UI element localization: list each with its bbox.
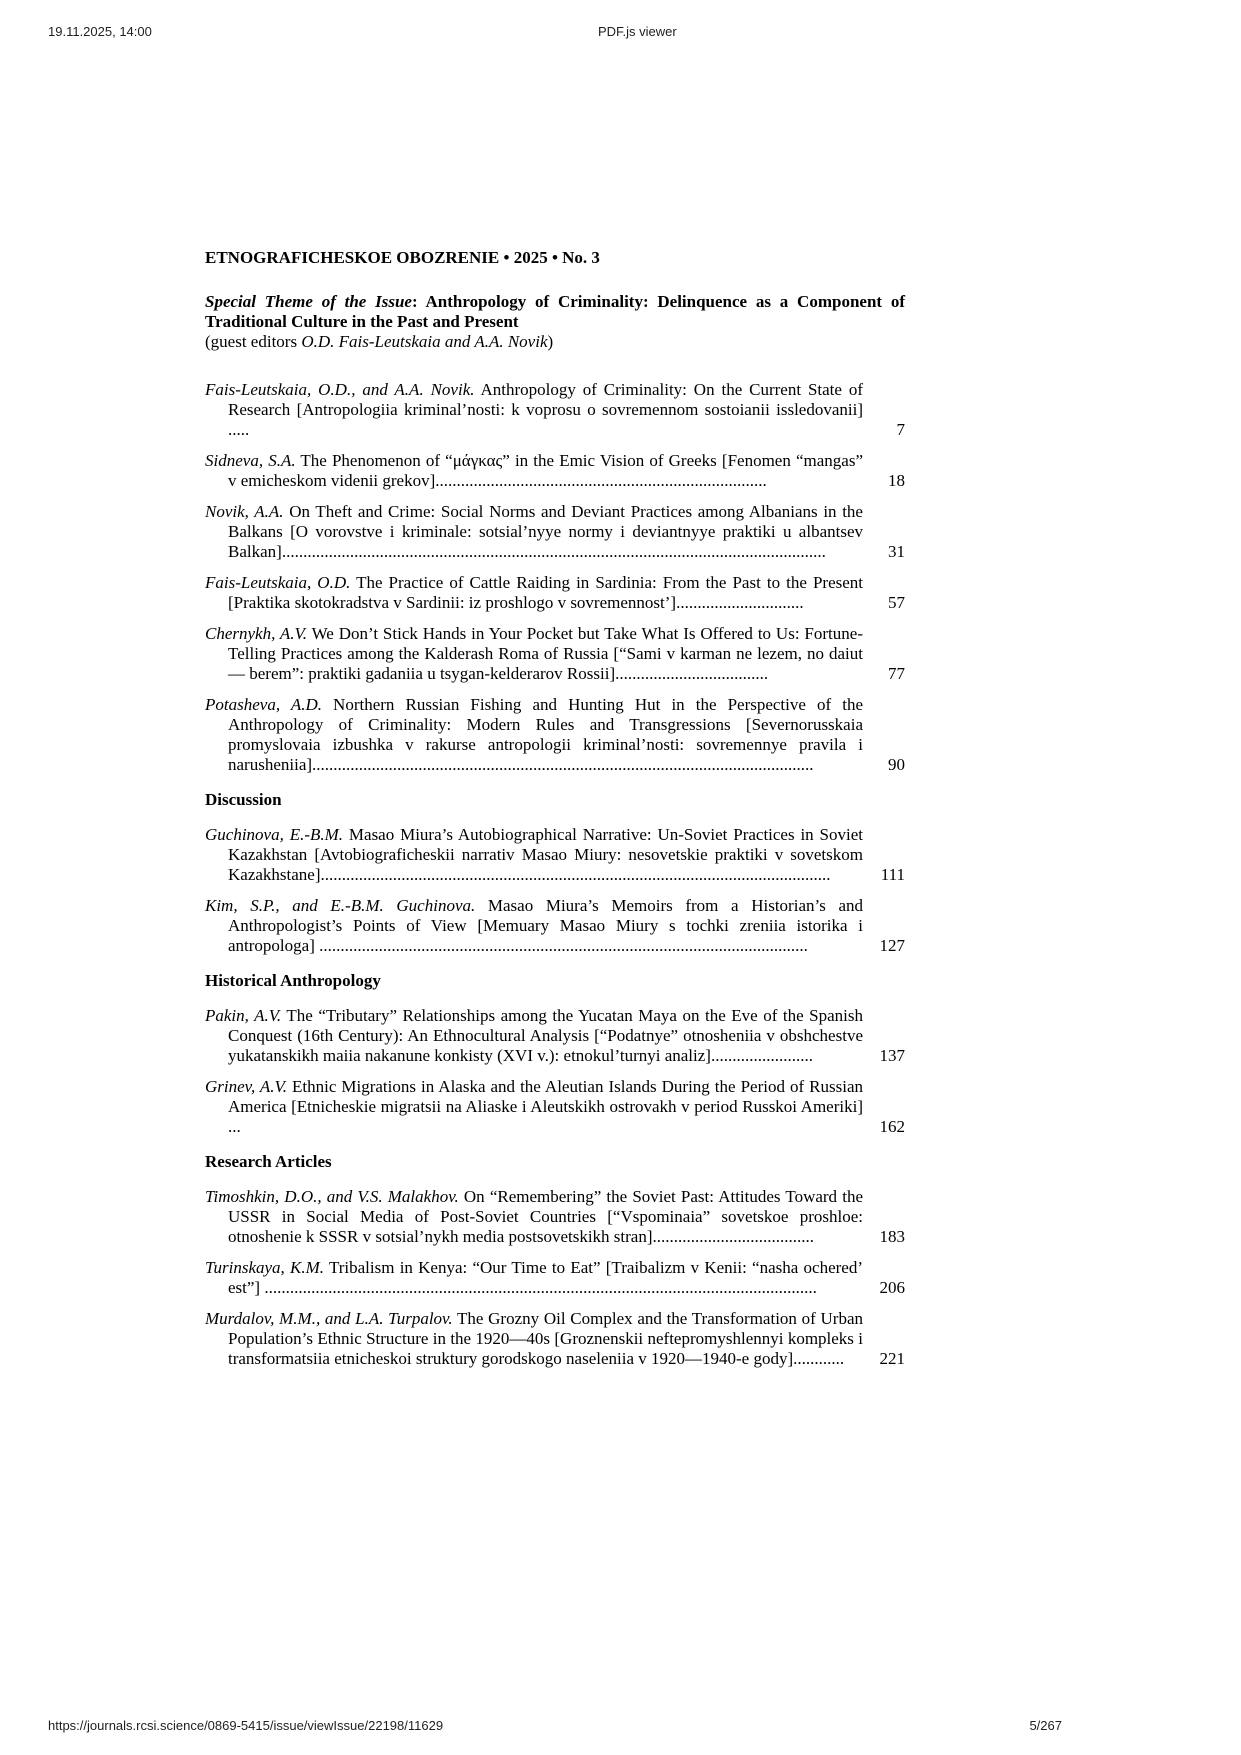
- entry-authors: Fais-Leutskaia, O.D.: [205, 573, 351, 592]
- entry-title: We Don’t Stick Hands in Your Pocket but Take What Is Offered to Us: Fortune-Telling Practices among the Kalderash Roma of Russia [“Sami v karman ne lezem, no daiut — berem”: praktiki gadaniia u tsygan-kelderarov Rossii]: [228, 624, 863, 683]
- entry-authors: Potasheva, A.D.: [205, 695, 322, 714]
- entry-title: Masao Miura’s Memoirs from a Historian’s and Anthropologist’s Points of View [Memuary Masao Miury s tochki zreniia istorika i antropologa]: [228, 896, 863, 955]
- dot-leader: ..............................................................................: [435, 471, 767, 490]
- section-heading: Research Articles: [205, 1152, 332, 1171]
- entry-title: The Phenomenon of “μάγκας” in the Emic Vision of Greeks [Fenomen “mangas” v emicheskom videnii grekov]: [228, 451, 863, 490]
- print-datetime: 19.11.2025, 14:00: [48, 24, 152, 39]
- entry-title: Ethnic Migrations in Alaska and the Aleutian Islands During the Period of Russian America [Etnicheskie migratsii na Aliaske i Aleutskikh ostrovakh v period Russkoi Ameriki]: [228, 1077, 863, 1116]
- entry-page-number: 183: [879, 1227, 905, 1246]
- entry-authors: Pakin, A.V.: [205, 1006, 282, 1025]
- toc-entry: [205, 502, 905, 562]
- dot-leader: .....: [228, 420, 250, 439]
- section-heading: Historical Anthropology: [205, 971, 381, 990]
- print-footer: [0, 1717, 1241, 1733]
- dot-leader: ........................................................................................................................: [320, 865, 831, 884]
- entry-title: On Theft and Crime: Social Norms and Deviant Practices among Albanians in the Balkans [O vorovstve i kriminale: sotsial’nyye normy i deviantnyye praktiki u albantsev Balkan]: [228, 502, 863, 561]
- toc-entry: [205, 1077, 905, 1137]
- guest-editors-prefix: (guest editors: [205, 332, 302, 351]
- entry-page-number: 111: [880, 865, 905, 884]
- footer-page-indicator: 5/267: [1029, 1718, 1062, 1733]
- entry-authors: Murdalov, M.M., and L.A. Turpalov.: [205, 1309, 453, 1328]
- entry-page-number: 7: [896, 420, 905, 439]
- dot-leader: ................................................................................................................................: [281, 542, 826, 561]
- journal-title: ETNOGRAFICHESKOE OBOZRENIE • 2025 • No. 3: [205, 248, 600, 267]
- toc-entry: [205, 825, 905, 885]
- toc-entry: [205, 1258, 905, 1298]
- entry-page-number: 31: [888, 542, 905, 561]
- dot-leader: ..................................................................................................................................: [264, 1278, 817, 1297]
- entry-authors: Kim, S.P., and E.-B.M. Guchinova.: [205, 896, 476, 915]
- dot-leader: ...: [228, 1117, 241, 1136]
- section-heading: Discussion: [205, 790, 282, 809]
- entry-page-number: 221: [879, 1349, 905, 1368]
- entry-title: Masao Miura’s Autobiographical Narrative: Un-Soviet Practices in Soviet Kazakhstan [Avtobiograficheskii narrativ Masao Miury: nesovetskie praktiki v sovetskom Kazakhstane]: [228, 825, 863, 884]
- entry-authors: Novik, A.A.: [205, 502, 284, 521]
- toc-entry: [205, 1187, 905, 1247]
- entry-page-number: 77: [888, 664, 905, 683]
- toc-entry: [205, 624, 905, 684]
- entry-title: Northern Russian Fishing and Hunting Hut in the Perspective of the Anthropology of Criminality: Modern Rules and Transgressions [Severnorusskaia promyslovaia izbushka v rakurse antropologii kriminal’nosti: sovremennye pravila i narusheniia]: [228, 695, 863, 774]
- entry-title: On “Remembering” the Soviet Past: Attitudes Toward the USSR in Social Media of Post-Soviet Countries [“Vspominaia” sovetskoe proshloe: otnoshenie k SSSR v sotsial’nykh media postsovetskikh stran]: [228, 1187, 863, 1246]
- toc-entry: [205, 1309, 905, 1369]
- guest-editors-line: [205, 332, 905, 352]
- guest-editors-suffix: ): [547, 332, 554, 351]
- dot-leader: ...................................................................................................................: [319, 936, 808, 955]
- entry-authors: Grinev, A.V.: [205, 1077, 287, 1096]
- toc-entry: [205, 695, 905, 775]
- toc-entry: [205, 451, 905, 491]
- toc-entry: [205, 896, 905, 956]
- entry-title: The “Tributary” Relationships among the Yucatan Maya on the Eve of the Spanish Conquest (16th Century): An Ethnocultural Analysis [“Podatnye” otnosheniia v obshchestve yukatanskikh maiia nakanune konkisty (XVI v.): etnokul’turnyi analiz]: [228, 1006, 863, 1065]
- entry-page-number: 18: [888, 471, 905, 490]
- entry-page-number: 90: [888, 755, 905, 774]
- guest-editors-names: O.D. Fais-Leutskaia and A.A. Novik: [301, 332, 548, 351]
- entry-title: The Practice of Cattle Raiding in Sardinia: From the Past to the Present [Praktika skotokradstva v Sardinii: iz proshlogo v sovremennost’]: [228, 573, 863, 612]
- document-content: [205, 248, 905, 1380]
- entry-page-number: 127: [879, 936, 905, 955]
- special-theme-rest: : Anthropology of Criminality: Delinquence as a Component of Traditional Culture in the Past and Present: [205, 292, 905, 331]
- pdfjs-viewer-title: PDF.js viewer: [598, 24, 677, 39]
- entry-title: The Grozny Oil Complex and the Transformation of Urban Population’s Ethnic Structure in the 1920—40s [Groznenskii neftepromyshlennyi kompleks i transformatsiia etnicheskoi struktury gorodskogo naseleniia v 1920—1940-e gody]: [228, 1309, 863, 1368]
- entry-authors: Guchinova, E.-B.M.: [205, 825, 344, 844]
- dot-leader: ..............................: [676, 593, 804, 612]
- toc-entry: [205, 573, 905, 613]
- entry-authors: Timoshkin, D.O., and V.S. Malakhov.: [205, 1187, 459, 1206]
- dot-leader: ......................................: [652, 1227, 815, 1246]
- entry-title: Anthropology of Criminality: On the Current State of Research [Antropologiia kriminal’nosti: k voprosu o sovremennom sostoianii issledovanii]: [228, 380, 863, 419]
- entry-page-number: 162: [879, 1117, 905, 1136]
- entry-page-number: 137: [879, 1046, 905, 1065]
- special-theme-lead: Special Theme of the Issue: [205, 292, 412, 311]
- entry-authors: Chernykh, A.V.: [205, 624, 307, 643]
- entry-page-number: 206: [879, 1278, 905, 1297]
- entry-authors: Fais-Leutskaia, O.D., and A.A. Novik.: [205, 380, 475, 399]
- toc-entry: [205, 380, 905, 440]
- toc-entry: [205, 1006, 905, 1066]
- dot-leader: ........................: [710, 1046, 813, 1065]
- special-theme-title: [205, 292, 905, 332]
- dot-leader: ......................................................................................................................: [312, 755, 814, 774]
- toc: [205, 380, 905, 1369]
- dot-leader: ............: [793, 1349, 845, 1368]
- entry-page-number: 57: [888, 593, 905, 612]
- entry-authors: Turinskaya, K.M.: [205, 1258, 325, 1277]
- entry-title: Tribalism in Kenya: “Our Time to Eat” [Traibalizm v Kenii: “nasha ochered’ est”]: [228, 1258, 863, 1297]
- dot-leader: ....................................: [615, 664, 769, 683]
- footer-url: https://journals.rcsi.science/0869-5415/issue/viewIssue/22198/11629: [48, 1718, 444, 1733]
- entry-authors: Sidneva, S.A.: [205, 451, 296, 470]
- print-header: [0, 24, 1241, 40]
